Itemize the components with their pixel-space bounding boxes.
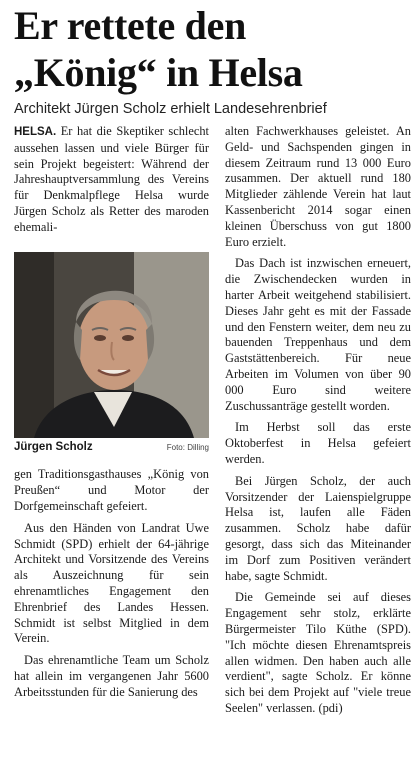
article-column-left	[14, 124, 209, 707]
paragraph-finances: alten Fachwerkhauses geleistet. An Geld- und Sachspenden gingen in diesem Zeitraum rund 13 000 Euro zusammen. Der aktuell rund 180 Mitglieder zählende Verein hat laut Kassenbericht 2014 sogar einen kleinen Überschuss von gut 1800 Euro erzielt.	[225, 124, 411, 249]
portrait-photo	[14, 252, 209, 438]
headline	[14, 2, 414, 96]
photo-caption	[14, 440, 209, 456]
paragraph-intro-continued: gen Traditionsgasthauses „König von Preußen“ und Motor der Dorfgemeinschaft gefeiert.	[14, 467, 209, 513]
paragraph-oktoberfest: Im Herbst soll das erste Oktoberfest in Helsa gefeiert werden.	[225, 420, 411, 466]
headline-line-2: „König“ in Helsa	[14, 50, 303, 95]
paragraph-community: Die Gemeinde sei auf dieses Engagement sehr stolz, erklärte Bürgermeister Tilo Küthe (SPD). "Ich möchte diesen Ehrenamtspreis allen widmen. Den haben auch alle verdient", sagte Scholz. Er könne sich bei dem Projekt auf "viele treue Seelen" verlassen. (pdi)	[225, 590, 411, 715]
caption-name: Jürgen Scholz	[14, 440, 93, 453]
paragraph-renovation: Das Dach ist inzwischen erneuert, die Zwischendecken wurden in harter Arbeit weitgehend stabilisiert. Dieses Jahr geht es mit der Fassade und den Fenstern weiter, dem neu zu bauenden Treppenhaus und dem Gaststättenbereich. Für neue Arbeiten im Volumen von über 90 000 Euro sind weitere Zuschussanträge gestellt worden.	[225, 256, 411, 413]
paragraph-laienspielgruppe: Bei Jürgen Scholz, der auch Vorsitzender der Laienspielgruppe Helsa ist, laufen alle Fäden zusammen. Scholz habe dafür gesorgt, dass sich das Miteinander im Dorf zum Positiven verändert habe, sagte Schmidt.	[225, 473, 411, 583]
photo-credit: Foto: Dilling	[166, 442, 209, 452]
paragraph-award: Aus den Händen von Landrat Uwe Schmidt (SPD) erhielt der 64-jährige Architekt und Vorsitzende des Vereins als Auszeichnung für sein ehrenamtliches Engagement den Ehrenbrief des Landes Hessen. Schmidt ist selbst Mitglied in dem Verein.	[14, 520, 209, 646]
paragraph-intro	[14, 124, 209, 236]
dateline: HELSA.	[14, 126, 57, 138]
portrait-illustration	[14, 252, 209, 438]
paragraph-team: Das ehrenamtliche Team um Scholz hat allein im vergangenen Jahr 5600 Arbeitsstunden für die Sanierung des	[14, 653, 209, 699]
subheadline: Architekt Jürgen Scholz erhielt Landesehrenbrief	[14, 101, 327, 117]
article-column-right	[225, 124, 411, 723]
paragraph-intro-text: Er hat die Skeptiker schlecht aussehen lassen und viele Bürger für sein Projekt begeistert: Während der Jahreshauptversammlung des Vereins für Denkmalpflege Helsa wurde Jürgen Scholz als Retter des maroden ehemali-	[14, 124, 209, 234]
headline-line-1: Er rettete den	[14, 3, 247, 48]
